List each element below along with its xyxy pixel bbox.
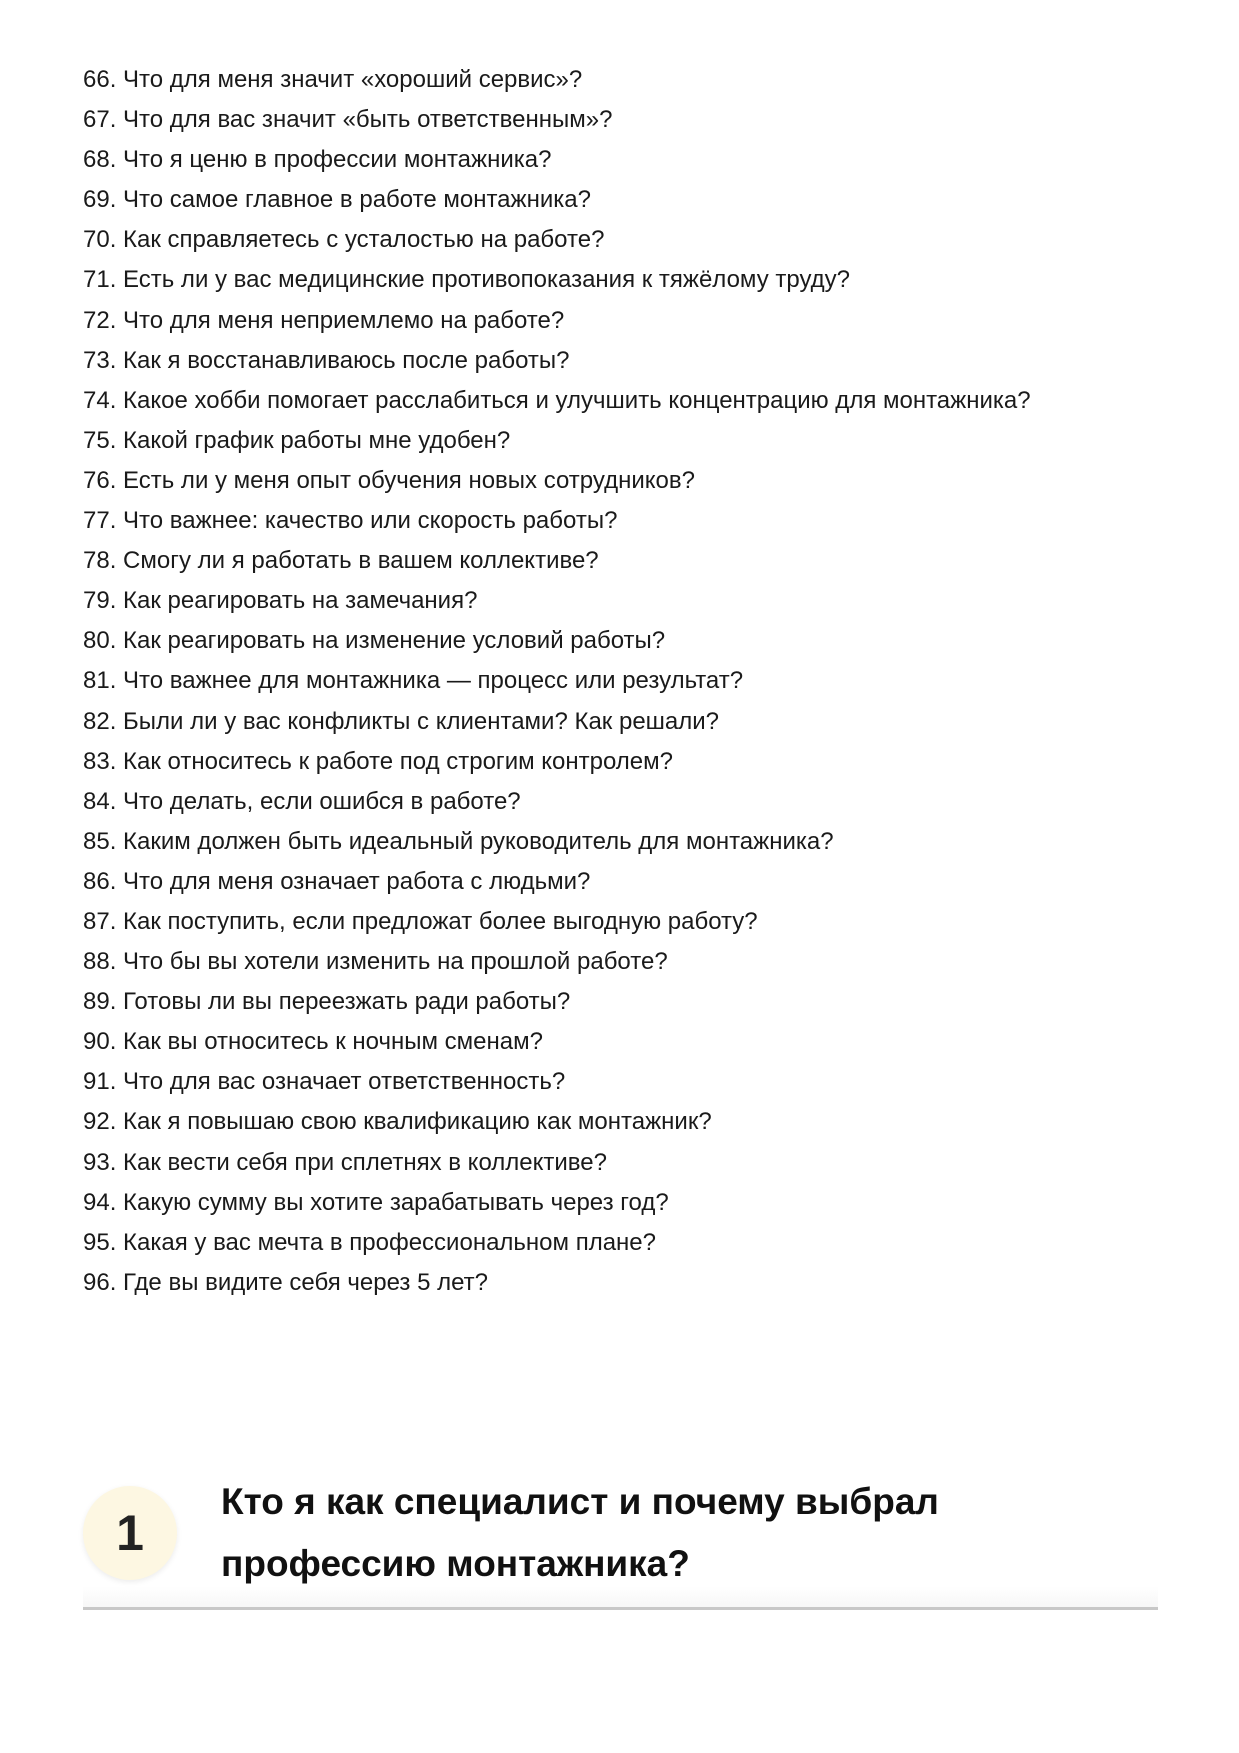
question-item: 67. Что для вас значит «быть ответственным»?: [83, 106, 613, 134]
question-item: 79. Как реагировать на замечания?: [83, 587, 478, 615]
question-item: 92. Как я повышаю свою квалификацию как монтажник?: [83, 1108, 712, 1136]
question-item: 90. Как вы относитесь к ночным сменам?: [83, 1028, 543, 1056]
question-item: 82. Были ли у вас конфликты с клиентами? Как решали?: [83, 707, 720, 735]
question-list: [83, 60, 1031, 1303]
question-item: 84. Что делать, если ошибся в работе?: [83, 787, 521, 815]
question-item: 76. Есть ли у меня опыт обучения новых сотрудников?: [83, 466, 695, 494]
question-item: 85. Каким должен быть идеальный руководитель для монтажника?: [83, 827, 834, 855]
question-item: 81. Что важнее для монтажника — процесс или результат?: [83, 667, 744, 695]
section-heading-card: [83, 1471, 1158, 1610]
question-item: 74. Какое хобби помогает расслабиться и улучшить концентрацию для монтажника?: [83, 386, 1031, 414]
question-item: 77. Что важнее: качество или скорость работы?: [83, 507, 618, 535]
question-item: 89. Готовы ли вы переезжать ради работы?: [83, 988, 571, 1016]
question-item: 94. Какую сумму вы хотите зарабатывать через год?: [83, 1188, 669, 1216]
question-item: 70. Как справляетесь с усталостью на работе?: [83, 226, 605, 254]
question-item: 78. Смогу ли я работать в вашем коллективе?: [83, 547, 599, 575]
question-item: 95. Какая у вас мечта в профессиональном плане?: [83, 1228, 656, 1256]
question-item: 93. Как вести себя при сплетнях в коллективе?: [83, 1148, 607, 1176]
section-number-badge: 1: [83, 1486, 177, 1580]
question-item: 88. Что бы вы хотели изменить на прошлой работе?: [83, 948, 668, 976]
question-item: 71. Есть ли у вас медицинские противопоказания к тяжёлому труду?: [83, 266, 850, 294]
section-title: Кто я как специалист и почему выбрал профессию монтажника?: [221, 1481, 939, 1584]
question-item: 87. Как поступить, если предложат более выгодную работу?: [83, 907, 758, 935]
question-item: 75. Какой график работы мне удобен?: [83, 426, 511, 454]
question-item: 69. Что самое главное в работе монтажника?: [83, 186, 591, 214]
question-item: 66. Что для меня значит «хороший сервис»?: [83, 66, 583, 93]
question-item: 72. Что для меня неприемлемо на работе?: [83, 306, 565, 334]
question-item: 73. Как я восстанавливаюсь после работы?: [83, 346, 570, 374]
question-item: 83. Как относитесь к работе под строгим контролем?: [83, 747, 673, 775]
question-item: 91. Что для вас означает ответственность?: [83, 1068, 566, 1096]
question-item: 80. Как реагировать на изменение условий работы?: [83, 627, 666, 655]
question-item: 96. Где вы видите себя через 5 лет?: [83, 1268, 488, 1296]
question-item: 68. Что я ценю в профессии монтажника?: [83, 146, 552, 174]
question-item: 86. Что для меня означает работа с людьми?: [83, 867, 591, 895]
